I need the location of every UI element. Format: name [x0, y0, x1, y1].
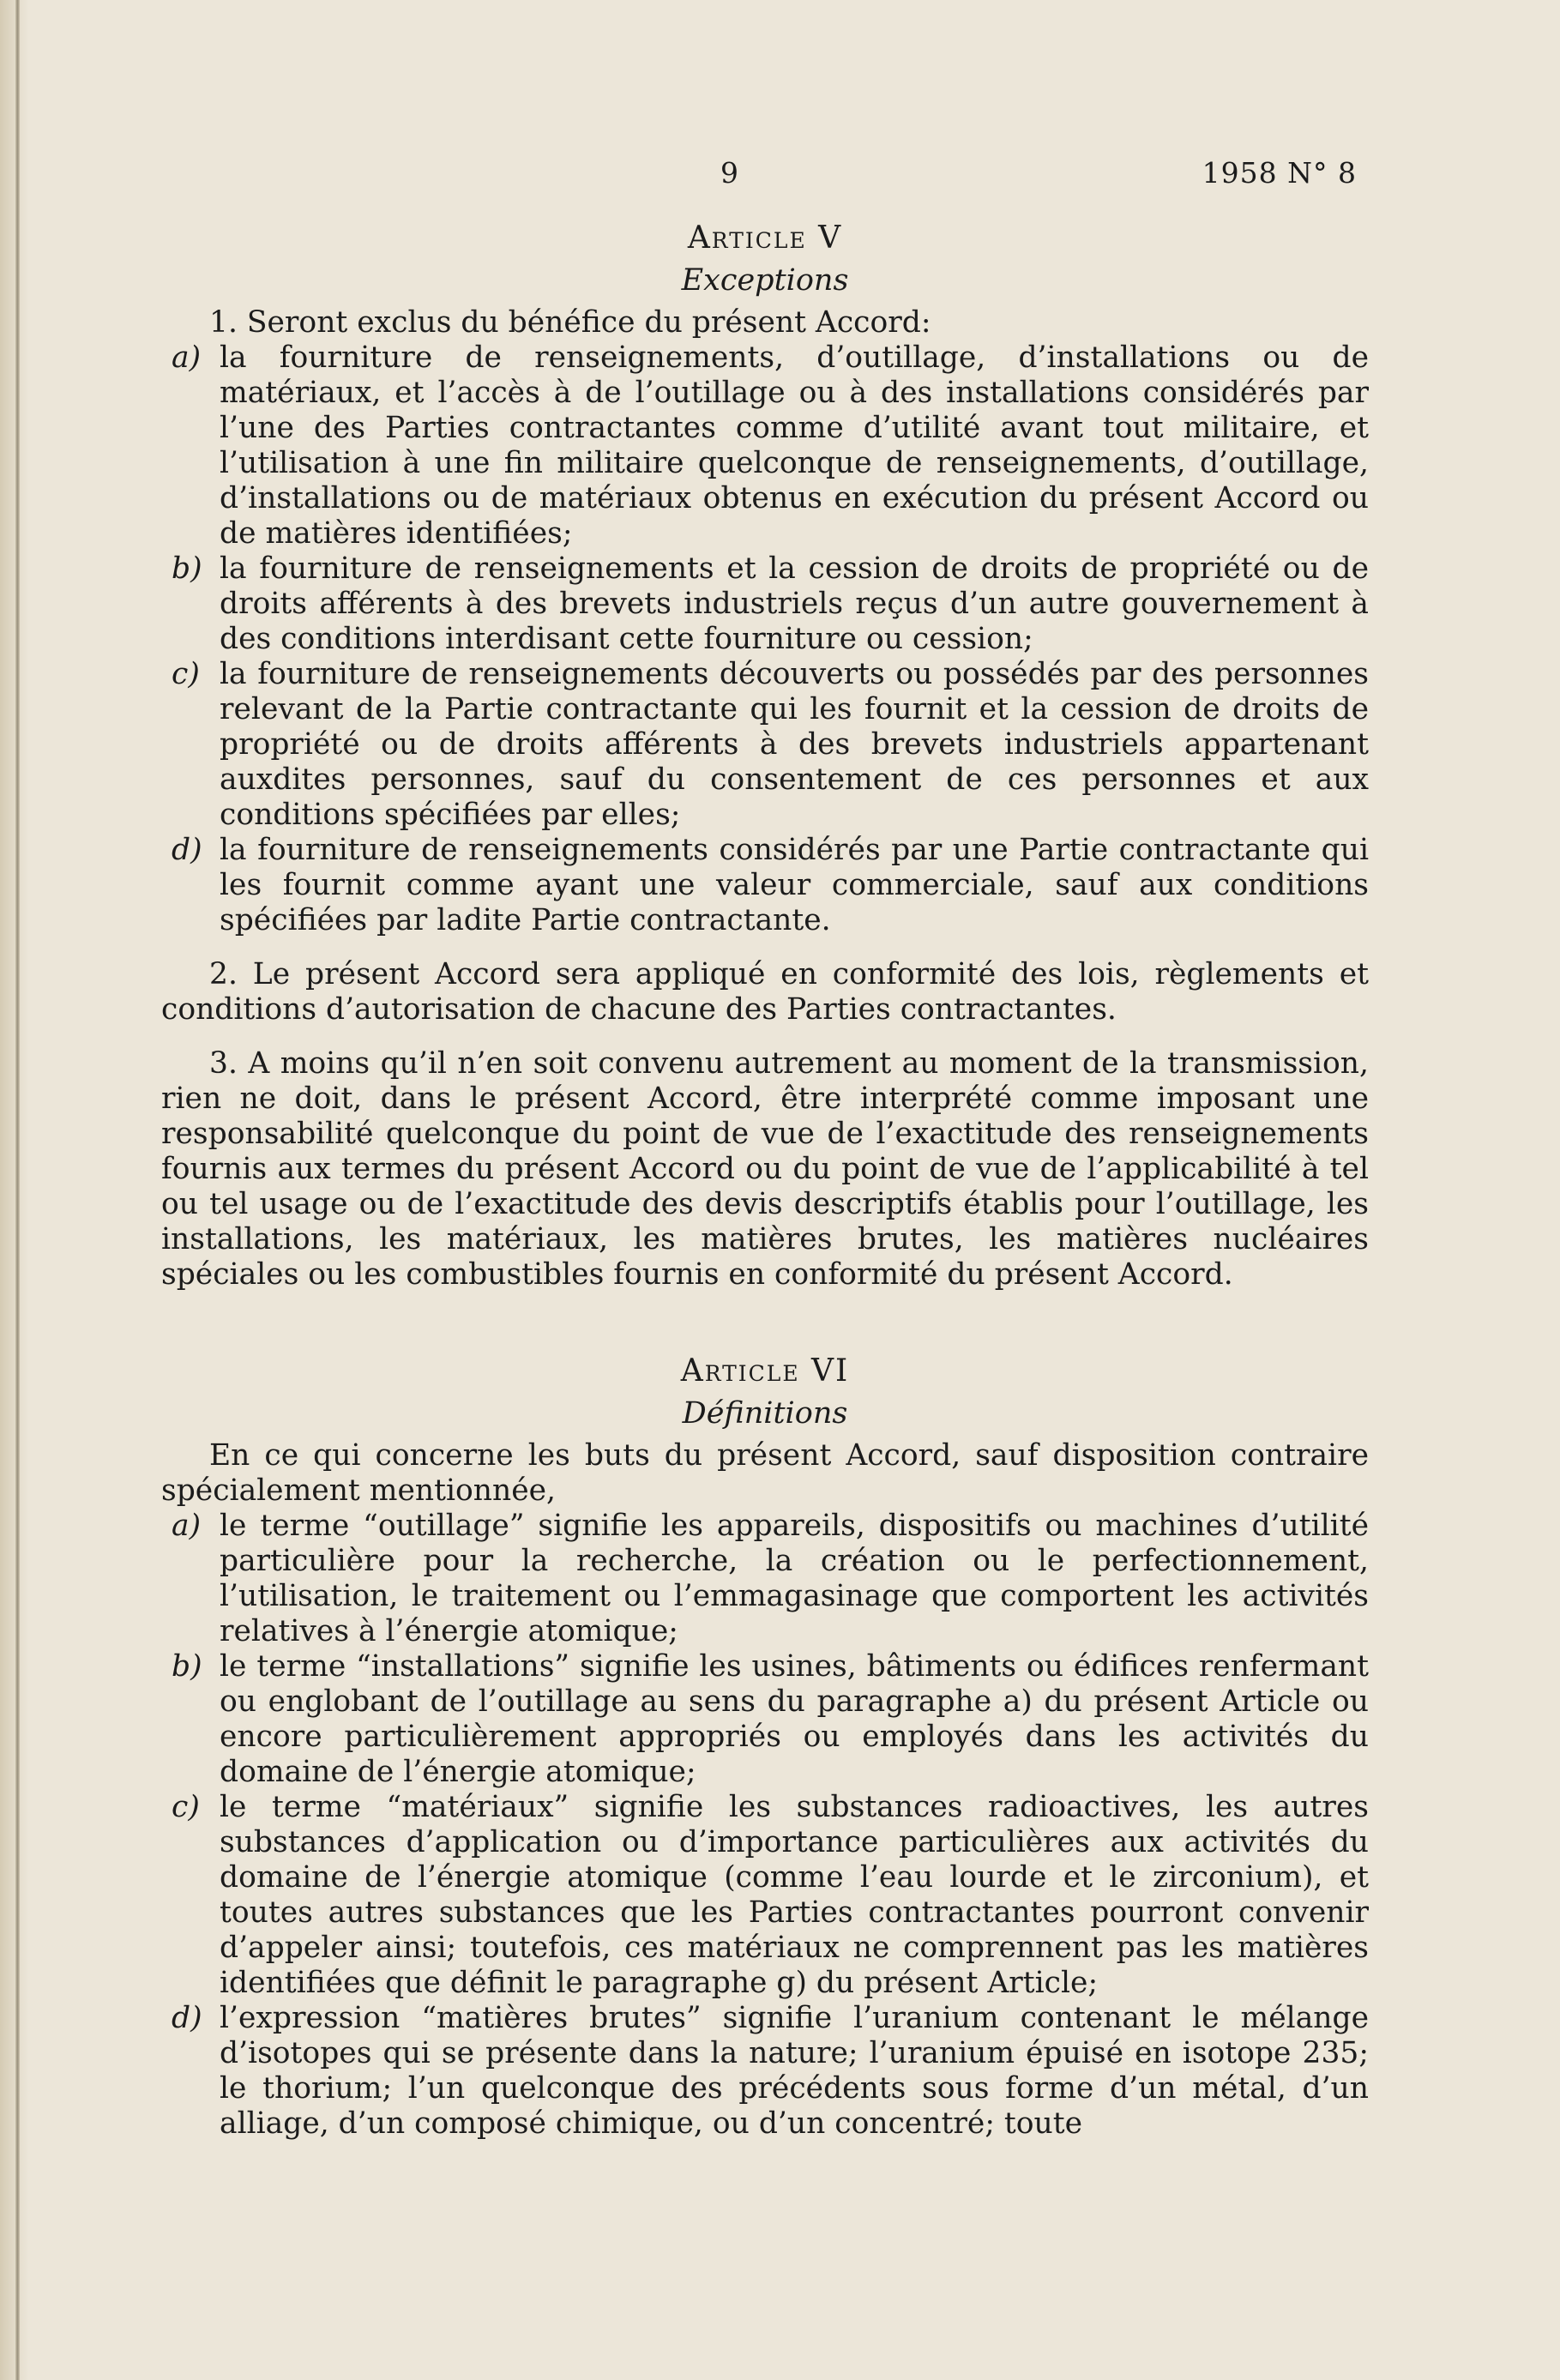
item-text: la fourniture de renseignements, d’outillage, d’installations ou de matériaux, et l’accès à de l’outillage ou à des installations considérés par l’une des Parties contractantes comme d’utilité avant tout militaire, et l’utilisation à une fin militaire quelconque de renseignements, d’outillage, d’installations ou de matériaux obtenus en exécution du présent Accord ou de matières identifiées;	[220, 340, 1369, 551]
article-6-item-d	[161, 2001, 1369, 2142]
article-6-intro: En ce qui concerne les buts du présent Accord, sauf disposition contraire spécialement mentionnée,	[161, 1438, 1369, 1508]
page-number: 9	[720, 156, 738, 190]
item-text: le terme “matériaux” signifie les substances radioactives, les autres substances d’application ou d’importance particulières aux activités du domaine de l’énergie atomique (comme l’eau lourde et le zirconium), et toutes autres substances que les Parties contractantes pourront convenir d’appeler ainsi; toutefois, ces matériaux ne comprennent pas les matières identifiées que définit le paragraphe g) du présent Article;	[220, 1790, 1369, 2000]
item-text: la fourniture de renseignements et la cession de droits de propriété ou de droits afférents à des brevets industriels reçus d’un autre gouvernement à des conditions interdisant cette fourniture ou cession;	[220, 551, 1369, 656]
article-5-intro: 1. Seront exclus du bénéfice du présent Accord:	[209, 305, 931, 340]
item-mark: c)	[172, 657, 200, 691]
article-5-paragraph-2: 2. Le présent Accord sera appliqué en conformité des lois, règlements et conditions d’autorisation de chacune des Parties contractantes.	[161, 957, 1369, 1027]
article-5-subtitle: Exceptions	[681, 263, 849, 298]
item-text: le terme “outillage” signifie les appareils, dispositifs ou machines d’utilité particulière pour la recherche, la création ou le perfectionnement, l’utilisation, le traitement ou l’emmagasinage que comportent les activités relatives à l’énergie atomique;	[220, 1509, 1369, 1648]
article-5-item-c	[161, 657, 1369, 833]
article-6	[161, 1353, 1369, 2142]
article-5-item-d	[161, 833, 1369, 938]
article-6-subtitle: Définitions	[682, 1396, 848, 1431]
item-mark: c)	[172, 1790, 200, 1824]
page-header	[161, 156, 1369, 204]
item-text: le terme “installations” signifie les usines, bâtiments ou édifices renfermant ou englobant de l’outillage au sens du paragraphe a) du présent Article ou encore particulièrement appropriés ou employés dans les activités du domaine de l’énergie atomique;	[220, 1649, 1369, 1789]
article-5	[161, 220, 1369, 1292]
item-text: la fourniture de renseignements considérés par une Partie contractante qui les fournit comme ayant une valeur commerciale, sauf aux conditions spécifiées par ladite Partie contractante.	[220, 833, 1369, 937]
binding-line	[15, 0, 20, 2380]
article-5-item-a	[161, 340, 1369, 551]
document-page	[161, 156, 1369, 2142]
article-5-item-b	[161, 551, 1369, 657]
article-6-title: Article VI	[680, 1353, 850, 1389]
item-mark: d)	[172, 833, 202, 867]
article-6-item-a	[161, 1509, 1369, 1649]
item-text: la fourniture de renseignements découverts ou possédés par des personnes relevant de la Partie contractante qui les fournit et la cession de droits de propriété ou de droits afférents à des brevets industriels appartenant auxdites personnes, sauf du consentement de ces personnes et aux conditions spécifiées par elles;	[220, 657, 1369, 832]
item-mark: a)	[172, 340, 202, 375]
item-mark: b)	[172, 551, 202, 586]
year-number: 1958 N° 8	[1202, 156, 1357, 190]
page-edge-shadow	[0, 0, 29, 2380]
item-mark: a)	[172, 1509, 202, 1543]
article-5-paragraph-3: 3. A moins qu’il n’en soit convenu autrement au moment de la transmission, rien ne doit, dans le présent Accord, être interprété comme imposant une responsabilité quelconque du point de vue de l’exactitude des renseignements fournis aux termes du présent Accord ou du point de vue de l’applicabilité à tel ou tel usage ou de l’exactitude des devis descriptifs établis pour l’outillage, les installations, les matériaux, les matières brutes, les matières nucléaires spéciales ou les combustibles fournis en conformité du présent Accord.	[161, 1046, 1369, 1292]
item-text: l’expression “matières brutes” signifie l’uranium contenant le mélange d’isotopes qui se présente dans la nature; l’uranium épuisé en isotope 235; le thorium; l’un quelconque des précédents sous forme d’un métal, d’un alliage, d’un composé chimique, ou d’un concentré; toute	[220, 2001, 1369, 2141]
item-mark: d)	[172, 2001, 202, 2035]
section-gap	[161, 1292, 1369, 1337]
article-6-item-c	[161, 1790, 1369, 2001]
item-mark: b)	[172, 1649, 202, 1684]
article-5-title: Article V	[687, 220, 843, 256]
article-6-item-b	[161, 1649, 1369, 1790]
